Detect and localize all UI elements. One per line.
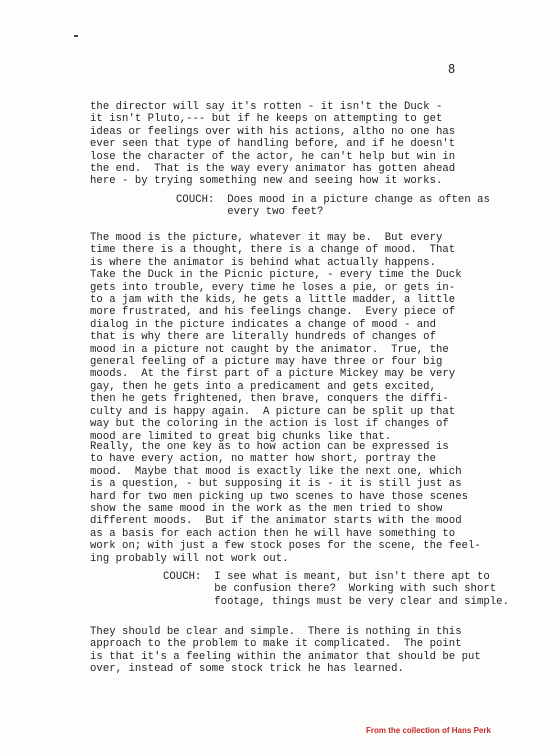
collection-credit: From the collection of Hans Perk [366,726,491,735]
paragraph-1: the director will say it's rotten - it isn't the Duck - it isn't Pluto,--- but if he keeps on attempting to get ideas or feelings over with his actions, altho no one has ever seen that type of handling before, and if he doesn't lose the character of the actor, he can't help but win in the end. That is the way every animator has gotten ahead here - by trying something new and seeing how it works. [90,101,456,188]
paragraph-4: They should be clear and simple. There is nothing in this approach to the problem to make it complicated. The point is that it's a feeling within the animator that should be put over, instead of some stock trick he has learned. [90,626,481,676]
page-number: 8 [448,62,456,76]
scan-mark [74,35,78,37]
paragraph-3: Really, the one key as to how action can be expressed is to have every action, no matter how short, portray the mood. Maybe that mood is exactly like the next one, which is a question, - but supposing it is - it is still just as hard for two men picking up two scenes to have those scenes show the same mood in the work as the men tried to show different moods. But if the animator starts with the mood as a basis for each action then he will have something to work on; with just a few stock poses for the scene, the feel- ing probably will not work out. [90,441,481,565]
couch-question-2: COUCH: I see what is meant, but isn't there apt to be confusion there? Working with such short footage, things must be very clear and simple. [163,571,509,608]
couch-question-1: COUCH: Does mood in a picture change as often as every two feet? [176,194,490,219]
paragraph-2: The mood is the picture, whatever it may be. But every time there is a thought, there is a change of mood. That is where the animator is behind what actually happens. Take the Duck in the Picnic picture, - every time the Duck gets into trouble, every time he loses a pie, or gets in- to a jam with the kids, he gets a little madder, a little more frustrated, and his feelings change. Every piece of dialog in the picture indicates a change of mood - and that is why there are literally hundreds of changes of mood in a picture not caught by the animator. True, the general feeling of a picture may have three or four big moods. At the first part of a picture Mickey may be very gay, then he gets into a predicament and gets excited, then he gets frightened, then brave, conquers the diffi- culty and is happy again. A picture can be split up that way but the coloring in the action is lost if changes of mood are limited to great big chunks like that. [90,232,462,443]
